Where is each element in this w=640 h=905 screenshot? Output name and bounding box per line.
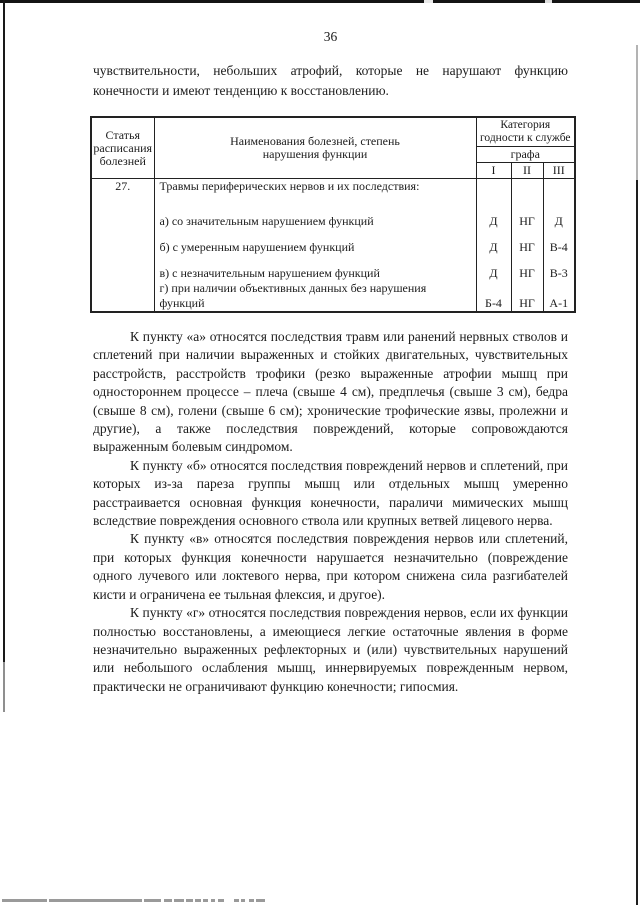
table-header-grafa-2: II xyxy=(511,163,543,179)
table-cell-empty xyxy=(511,179,543,204)
scan-artifact-bottom-dash xyxy=(234,899,239,902)
table-cell-item-v-grafa2: НГ xyxy=(511,255,543,281)
scan-artifact-bottom-dash xyxy=(256,899,265,902)
table-cell-item-b-grafa1: Д xyxy=(476,229,511,255)
page-number: 36 xyxy=(323,29,338,44)
paragraph-point-g: К пункту «г» относятся последствия повреждения нервов, если их функции полностью восстановлены, а имеющиеся легкие остаточные явления в форме незначительно выраженных рефлекторных и (или) чувствительных нарушений или небольшого ослабления мышц, иннервируемых поврежденным нервом, практически не ограничивают функцию конечности; гипосмия. xyxy=(93,605,568,694)
table-header-name-text: Наименования болезней, степень нарушения функции xyxy=(230,134,400,161)
table-cell-item-g-label: г) при наличии объективных данных без нарушения функций xyxy=(154,281,476,312)
scan-artifact-bottom-dash xyxy=(2,899,47,902)
scan-artifact-bottom-dash xyxy=(144,899,161,902)
table-cell-item-g-grafa3: А-1 xyxy=(543,281,575,312)
table-header-article-column: Статья расписания болезней xyxy=(91,117,154,179)
scan-artifact-bottom-dash xyxy=(49,899,142,902)
table-cell-item-b-label: б) с умеренным нарушением функций xyxy=(154,229,476,255)
scan-artifact-bottom-dash xyxy=(249,899,254,902)
table-row-item-b xyxy=(91,229,575,255)
table-cell-item-v-label: в) с незначительным нарушением функций xyxy=(154,255,476,281)
table-cell-category-title: Травмы периферических нервов и их последствия: xyxy=(154,179,476,204)
table-cell-item-b-grafa3: В-4 xyxy=(543,229,575,255)
table-header-name-column xyxy=(154,117,476,179)
commentary-section xyxy=(93,328,568,696)
disease-schedule-table xyxy=(90,116,576,313)
table-row-item-g xyxy=(91,281,575,312)
table-cell-item-v-grafa1: Д xyxy=(476,255,511,281)
scan-artifact-bottom-dash xyxy=(195,899,201,902)
scan-artifact-bottom-dash xyxy=(241,899,245,902)
scan-artifact-bottom-dash xyxy=(211,899,215,902)
table-header-category-column: Категория годности к службе xyxy=(476,117,575,147)
table-cell-article-number: 27. xyxy=(91,179,154,313)
table-cell-item-b-grafa2: НГ xyxy=(511,229,543,255)
scan-artifact-bottom-dash xyxy=(186,899,193,902)
scan-artifact-bottom-dash xyxy=(203,899,208,902)
table-row-item-v xyxy=(91,255,575,281)
paragraph-point-v: К пункту «в» относятся последствия повреждения нервов или сплетений, при которых функция конечности нарушается незначительно (повреждение одного лучевого или локтевого нерва, при котором снижена сила разгибателей кисти и ограничена ее тыльная флексия, и другое). xyxy=(93,531,568,602)
table-cell-item-v-grafa3: В-3 xyxy=(543,255,575,281)
scan-artifact-bottom-dash xyxy=(174,899,184,902)
table-header-grafa: графа xyxy=(476,147,575,163)
table-cell-empty xyxy=(476,179,511,204)
table-header-grafa-1: I xyxy=(476,163,511,179)
paragraph-point-a: К пункту «а» относятся последствия травм или ранений нервных стволов и сплетений при наличии выраженных и стойких двигательных, чувствительных расстройств, расстройств трофики (резко выраженные атрофии мышц при одностороннем процессе – плеча (свыше 4 см), предплечья (свыше 3 см), бедра (свыше 8 см), голени (свыше 6 см); хронические трофические язвы, пролежни и другие), а также последствия повреждений, которые сопровождаются выраженным болевым синдромом. xyxy=(93,329,568,455)
table-row-item-a xyxy=(91,203,575,229)
intro-paragraph: чувствительности, небольших атрофий, которые не нарушают функцию конечности и имеют тенденцию к восстановлению. xyxy=(93,63,568,98)
table-cell-item-a-grafa1: Д xyxy=(476,203,511,229)
table-cell-empty xyxy=(543,179,575,204)
table-cell-item-a-label: а) со значительным нарушением функций xyxy=(154,203,476,229)
table-cell-item-a-grafa2: НГ xyxy=(511,203,543,229)
table-cell-item-a-grafa3: Д xyxy=(543,203,575,229)
table-header-grafa-3: III xyxy=(543,163,575,179)
scan-artifact-bottom-dash xyxy=(164,899,172,902)
table-cell-item-g-grafa2: НГ xyxy=(511,281,543,312)
scan-artifact-bottom-dash xyxy=(218,899,224,902)
table-cell-item-g-grafa1: Б-4 xyxy=(476,281,511,312)
paragraph-point-b: К пункту «б» относятся последствия повреждений нервов и сплетений, при которых из-за пареза группы мышц или отдельных мышц умеренно расстраивается основная функция конечности, параличи мимических мышц вследствие повреждения основного ствола или крупных ветвей лицевого нерва. xyxy=(93,457,568,529)
